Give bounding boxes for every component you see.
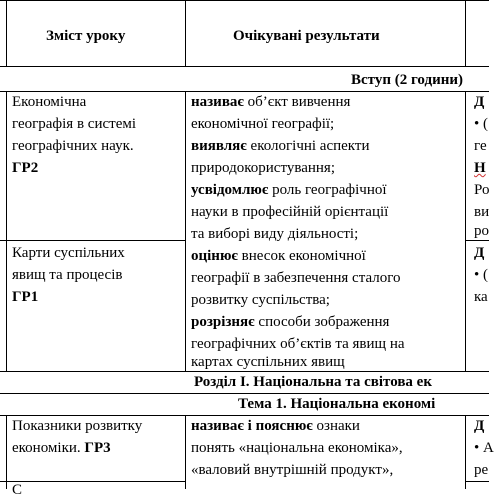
section1-heading: Розділ І. Національна та світова ек (194, 374, 432, 390)
col4-fragment: ро (474, 223, 489, 239)
section-intro-heading: Вступ (2 години) (351, 72, 463, 88)
result-line: картах суспільних явищ (191, 354, 345, 370)
result-line: називає і пояснює ознаки (191, 418, 360, 434)
header-bottom-border (0, 66, 489, 67)
col4-fragment: ка (474, 289, 488, 305)
col4-fragment: Д (474, 245, 485, 261)
result-line: розрізняє способи зображення (191, 314, 390, 330)
result-line: природокористування; (191, 160, 335, 176)
col4-fragment: Ро (474, 182, 490, 198)
row1-topic-code: ГР2 (12, 160, 39, 176)
result-line: економічної географії; (191, 116, 335, 132)
col4-fragment: • А (474, 440, 494, 456)
row3-col4-bottom-border (465, 481, 489, 482)
col1-right-border-row1 (6, 91, 7, 372)
row1-bottom-border (0, 240, 185, 241)
result-line: географічних об’єктів та явищ на (191, 336, 405, 352)
result-line: та виборі виду діяльності; (191, 226, 359, 242)
col3-right-border-row1 (465, 91, 466, 372)
result-line: понять «національна економіка», (191, 440, 403, 456)
col2-right-border (185, 0, 186, 67)
result-line: виявляє екологічні аспекти (191, 138, 370, 154)
result-line: усвідомлює роль географічної (191, 182, 387, 198)
row2-topic-line: явищ та процесів (12, 267, 123, 283)
col4-fragment: • ( (474, 116, 488, 132)
row1-topic-line: Економічна (12, 94, 87, 110)
row3-topic-line: Показники розвитку (12, 418, 143, 434)
next-row-topic-fragment: С (12, 482, 23, 498)
result-line: називає об’єкт вивчення (191, 94, 351, 110)
result-line: географії в забезпечення сталого (191, 270, 401, 286)
col4-fragment: • ( (474, 267, 488, 283)
col2-right-border-row3 (185, 415, 186, 489)
result-line: науки в професійній орієнтації (191, 204, 389, 220)
col3-right-border (465, 0, 466, 67)
col4-fragment: Д (474, 418, 485, 434)
col1-right-border (6, 0, 7, 67)
col4-fragment: ви (474, 204, 490, 220)
header-lesson-content: Зміст уроку (46, 28, 126, 44)
col3-right-border-row3 (465, 415, 466, 489)
col1-right-border-row3 (6, 415, 7, 489)
header-expected-results: Очікувані результати (233, 28, 380, 44)
theme1-heading: Тема 1. Національна економі (238, 396, 436, 412)
table-top-border (0, 0, 489, 1)
row3-topic-line: економіки. ГР3 (12, 440, 111, 456)
col4-fragment: ге (474, 138, 487, 154)
col4-fragment: Н (474, 160, 486, 176)
row2-topic-line: Карти суспільних (12, 245, 125, 261)
theme1-bottom-border (0, 415, 489, 416)
row3-bottom-border (0, 481, 185, 482)
row1-topic-line: географічних наук. (12, 138, 134, 154)
result-line: оцінює внесок економічної (191, 248, 366, 264)
result-line: «валовий внутрішній продукт», (191, 462, 394, 478)
intro-row-bottom-border (0, 91, 489, 92)
row1-topic-line: географія в системі (12, 116, 137, 132)
row2-topic-code: ГР1 (12, 289, 39, 305)
col4-fragment: Д (474, 94, 485, 110)
col2-right-border-row1 (185, 91, 186, 372)
section1-bottom-border (0, 393, 489, 394)
result-line: розвитку суспільства; (191, 292, 330, 308)
row3-topic-code: ГР3 (84, 440, 111, 456)
col4-fragment: ре (474, 462, 489, 478)
